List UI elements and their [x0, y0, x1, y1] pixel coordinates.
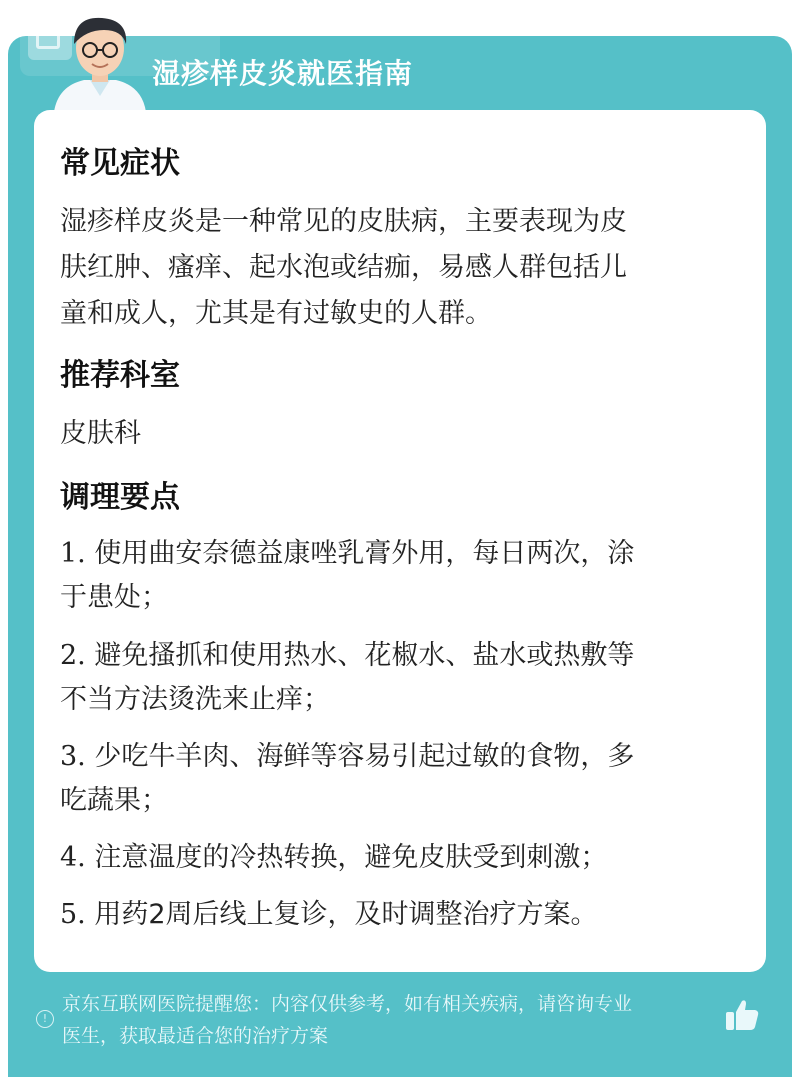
- disclaimer-line-2: 医生，获取最适合您的治疗方案: [62, 1025, 329, 1047]
- care-heading: 调理要点: [60, 480, 180, 515]
- care-item-number: 5.: [60, 899, 86, 930]
- thumbs-up-icon[interactable]: [724, 998, 760, 1032]
- care-item-text: 用药2周后线上复诊，及时调整治疗方案。: [94, 899, 598, 930]
- care-item-text-cont: 不当方法烫洗来止痒；: [60, 684, 330, 715]
- care-item-text-cont: 吃蔬果；: [60, 785, 168, 816]
- doctor-avatar: [44, 8, 156, 112]
- department-value: 皮肤科: [60, 418, 141, 449]
- care-item-1: [60, 532, 730, 620]
- info-icon: !: [36, 1010, 54, 1028]
- page-title: 湿疹样皮炎就医指南: [152, 57, 414, 90]
- disclaimer: [62, 988, 734, 1052]
- care-item-4: [60, 836, 730, 880]
- care-item-number: 4.: [60, 842, 86, 873]
- care-item-text: 注意温度的冷热转换，避免皮肤受到刺激；: [94, 842, 608, 873]
- care-item-3: [60, 735, 730, 823]
- care-item-number: 1.: [60, 538, 86, 569]
- care-item-number: 3.: [60, 741, 86, 772]
- care-item-text-cont: 于患处；: [60, 582, 168, 613]
- symptoms-text-line-3: 童和成人，尤其是有过敏史的人群。: [60, 298, 492, 329]
- disclaimer-line-1: 京东互联网医院提醒您：内容仅供参考，如有相关疾病，请咨询专业: [62, 993, 633, 1015]
- care-item-number: 2.: [60, 640, 86, 671]
- care-item-2: [60, 634, 730, 722]
- symptoms-heading: 常见症状: [60, 146, 180, 181]
- content-card: [34, 110, 766, 972]
- department-heading: 推荐科室: [60, 358, 180, 393]
- care-item-text: 少吃牛羊肉、海鲜等容易引起过敏的食物，多: [94, 741, 635, 772]
- symptoms-text-line-1: 湿疹样皮炎是一种常见的皮肤病，主要表现为皮: [60, 206, 627, 237]
- symptoms-text-line-2: 肤红肿、瘙痒、起水泡或结痂，易感人群包括儿: [60, 252, 627, 283]
- care-item-text: 使用曲安奈德益康唑乳膏外用，每日两次，涂: [94, 538, 635, 569]
- care-item-text: 避免搔抓和使用热水、花椒水、盐水或热敷等: [94, 640, 635, 671]
- care-item-5: [60, 893, 730, 937]
